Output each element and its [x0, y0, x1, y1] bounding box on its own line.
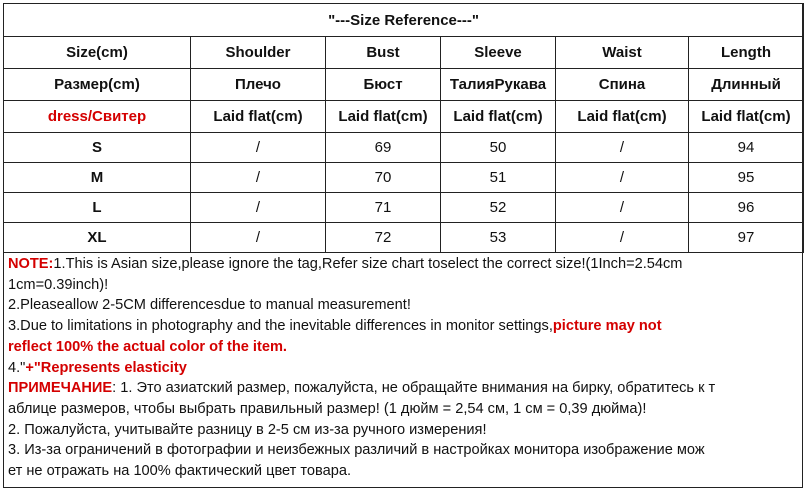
shoulder-cell: / [191, 193, 326, 223]
header-cell: Sleeve [441, 37, 556, 69]
ru-note-label: ПРИМЕЧАНИЕ [8, 380, 113, 397]
header-cell: Bust [326, 37, 441, 69]
header-cell: Waist [556, 37, 689, 69]
measure-method-cell: Laid flat(cm) [556, 101, 689, 133]
length-cell: 95 [689, 163, 804, 193]
length-cell: 94 [689, 133, 804, 163]
header-cell: Размер(cm) [4, 69, 191, 101]
sleeve-cell: 53 [441, 223, 556, 253]
header-row-english [4, 37, 804, 69]
laid-flat-row [4, 101, 804, 133]
table-row [4, 223, 804, 253]
header-cell: Shoulder [191, 37, 326, 69]
note-highlight: +"Represents elasticity [25, 359, 187, 376]
size-reference-table [3, 3, 804, 253]
header-cell: Length [689, 37, 804, 69]
size-cell: M [4, 163, 191, 193]
measure-method-cell: Laid flat(cm) [326, 101, 441, 133]
note-1-cont: 1cm=0.39inch)! [8, 276, 109, 293]
sleeve-cell: 52 [441, 193, 556, 223]
ru-note-3-cont: ет не отражать на 100% фактический цвет товара. [8, 463, 352, 480]
bust-cell: 71 [326, 193, 441, 223]
size-cell: S [4, 133, 191, 163]
ru-note-1-cont: аблице размеров, чтобы выбрать правильный размер! (1 дюйм = 2,54 см, 1 см = 0,39 дюйма)! [8, 400, 647, 417]
waist-cell: / [556, 133, 689, 163]
table-row [4, 163, 804, 193]
sleeve-cell: 51 [441, 163, 556, 193]
measure-method-cell: Laid flat(cm) [689, 101, 804, 133]
bust-cell: 72 [326, 223, 441, 253]
note-3-cont: reflect 100% the actual color of the item. [8, 338, 287, 355]
measure-method-cell: Laid flat(cm) [441, 101, 556, 133]
note-highlight: picture may not [552, 318, 662, 335]
header-cell: Спина [556, 69, 689, 101]
header-cell: Бюст [326, 69, 441, 101]
header-row-russian [4, 69, 804, 101]
garment-label: dress/Свитер [4, 101, 191, 133]
size-cell: L [4, 193, 191, 223]
note-1 [8, 254, 800, 275]
shoulder-cell: / [191, 133, 326, 163]
waist-cell: / [556, 163, 689, 193]
header-cell: Size(cm) [4, 37, 191, 69]
note-text: 1.This is Asian size,please ignore the tag,Refer size chart toselect the correct size!(1Inch=2.54cm [53, 256, 683, 272]
sleeve-cell: 50 [441, 133, 556, 163]
table-title: "---Size Reference---" [4, 4, 804, 37]
bust-cell: 70 [326, 163, 441, 193]
shoulder-cell: / [191, 223, 326, 253]
ru-note-2: 2. Пожалуйста, учитывайте разницу в 2-5 см из-за ручного измерения! [8, 421, 487, 438]
bust-cell: 69 [326, 133, 441, 163]
note-text: 4." [8, 359, 26, 376]
ru-note-1 [8, 378, 800, 399]
waist-cell: / [556, 223, 689, 253]
measure-method-cell: Laid flat(cm) [191, 101, 326, 133]
note-label: NOTE: [8, 256, 54, 272]
ru-note-3: 3. Из-за ограничений в фотографии и неизбежных различий в настройках монитора изображение мож [8, 442, 705, 459]
notes-section [8, 254, 800, 482]
table-row [4, 193, 804, 223]
header-cell: Длинный [689, 69, 804, 101]
waist-cell: / [556, 193, 689, 223]
length-cell: 97 [689, 223, 804, 253]
note-2: 2.Pleaseallow 2-5CM differencesdue to manual measurement! [8, 297, 411, 314]
note-text: 3.Due to limitations in photography and the inevitable differences in monitor settings, [8, 318, 553, 335]
table-row [4, 133, 804, 163]
header-cell: ТалияРукава [441, 69, 556, 101]
note-3 [8, 316, 800, 337]
length-cell: 96 [689, 193, 804, 223]
header-cell: Плечо [191, 69, 326, 101]
shoulder-cell: / [191, 163, 326, 193]
note-text: : 1. Это азиатский размер, пожалуйста, не обращайте внимания на бирку, обратитесь к т [112, 380, 716, 397]
note-4 [8, 358, 800, 379]
size-cell: XL [4, 223, 191, 253]
